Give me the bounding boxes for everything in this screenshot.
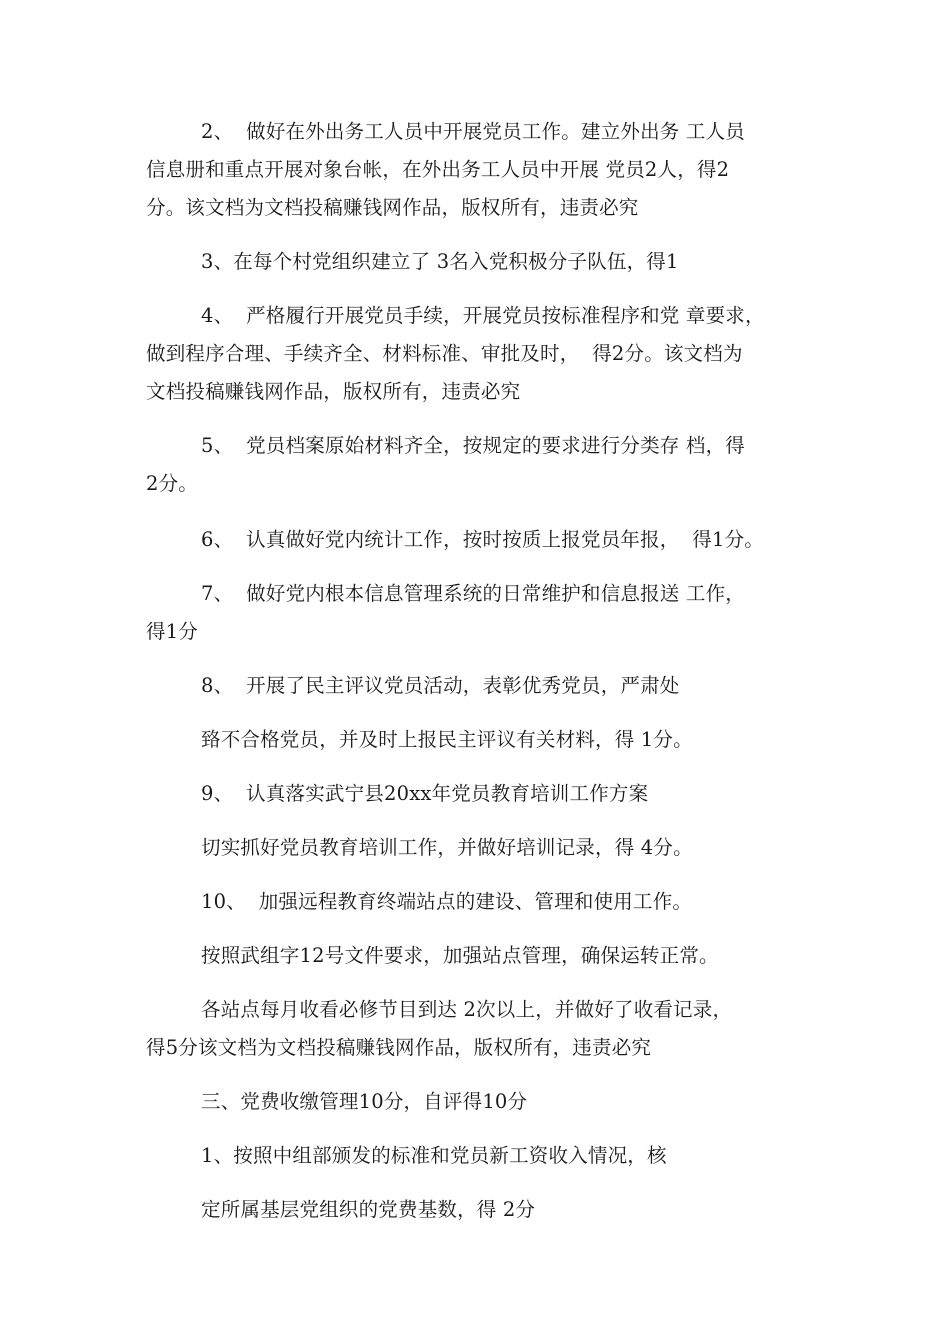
text-line: 得1分 [146, 620, 199, 643]
text-line: 定所属基层党组织的党费基数，得 2分 [201, 1198, 536, 1221]
text-line: 信息册和重点开展对象台帐，在外出务工人员中开展 党员2人，得2 [146, 158, 730, 181]
text-line: 文档投稿赚钱网作品，版权所有，违责必究 [146, 380, 521, 403]
text-line: 9、 认真落实武宁县20xx年党员教育培训工作方案 [201, 782, 649, 805]
text-line: 各站点每月收看必修节目到达 2次以上，并做好了收看记录， [201, 998, 733, 1021]
text-line: 7、 做好党内根本信息管理系统的日常维护和信息报送 工作， [201, 582, 746, 605]
text-line: 5、 党员档案原始材料齐全，按规定的要求进行分类存 档，得 [201, 434, 746, 457]
text-line: 切实抓好党员教育培训工作，并做好培训记录，得 4分。 [201, 836, 693, 859]
text-line: 得5分该文档为文档投稿赚钱网作品，版权所有，违责必究 [146, 1036, 652, 1059]
text-line: 4、 严格履行开展党员手续，开展党员按标准程序和党 章要求， [201, 304, 765, 327]
text-line: 1、按照中组部颁发的标准和党员新工资收入情况，核 [201, 1144, 667, 1167]
text-line: 8、 开展了民主评议党员活动，表彰优秀党员，严肃处 [201, 674, 680, 697]
text-line: 三、党费收缴管理10分，自评得10分 [201, 1090, 528, 1113]
text-line: 做到程序合理、手续齐全、材料标准、审批及时， 得2分。该文档为 [146, 342, 743, 365]
text-line: 6、 认真做好党内统计工作，按时按质上报党员年报， 得1分。 [201, 528, 765, 551]
text-line: 2分。 [146, 472, 199, 495]
text-line: 2、 做好在外出务工人员中开展党员工作。建立外出务 工人员 [201, 120, 746, 143]
text-line: 10、 加强远程教育终端站点的建设、管理和使用工作。 [201, 890, 693, 913]
text-line: 分。该文档为文档投稿赚钱网作品，版权所有，违责必究 [146, 196, 639, 219]
text-line: 按照武组字12号文件要求，加强站点管理，确保运转正常。 [201, 944, 719, 967]
text-line: 3、在每个村党组织建立了 3名入党积极分子队伍，得1 [201, 250, 679, 273]
text-line: 臵不合格党员，并及时上报民主评议有关材料，得 1分。 [201, 728, 693, 751]
